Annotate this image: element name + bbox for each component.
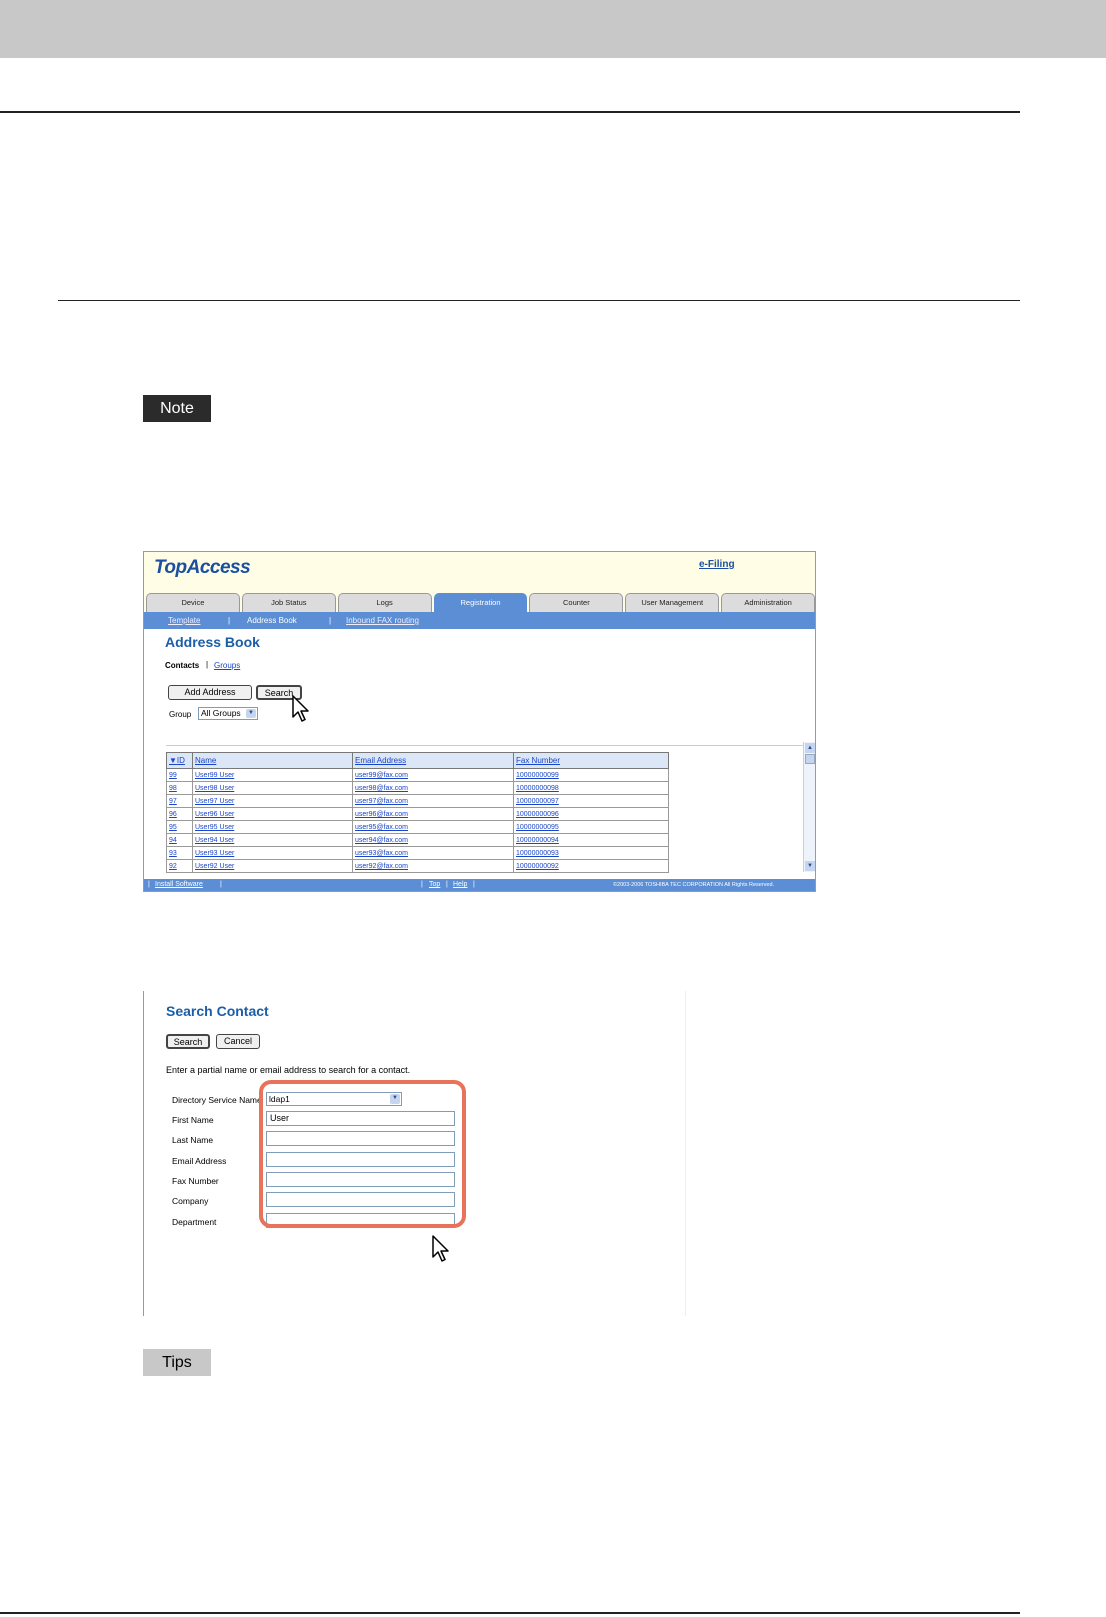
- efiling-link[interactable]: e-Filing: [699, 559, 735, 570]
- page-footer-rule: [0, 1612, 1020, 1614]
- table-row: 97 User97 User user97@fax.com 10000000097: [167, 795, 669, 808]
- email-address-label: Email Address: [172, 1156, 227, 1166]
- table-row: 93 User93 User user93@fax.com 10000000093: [167, 847, 669, 860]
- group-select[interactable]: [198, 707, 258, 720]
- input-fields-highlight: [259, 1080, 466, 1228]
- screenshot-edge: [685, 991, 686, 1316]
- column-header-name[interactable]: Name: [193, 753, 353, 769]
- table-row: 95 User95 User user95@fax.com 10000000095: [167, 821, 669, 834]
- divider: [166, 745, 814, 746]
- directory-service-label: Directory Service Name: [172, 1095, 262, 1105]
- help-link[interactable]: Help: [453, 881, 468, 888]
- topaccess-header: [144, 552, 815, 593]
- search-contact-screenshot: [143, 991, 688, 1316]
- chapter-header-band: [0, 0, 1106, 58]
- install-software-link[interactable]: Install Software: [155, 881, 203, 888]
- search-instruction: Enter a partial name or email address to search for a contact.: [166, 1065, 411, 1075]
- table-row: 94 User94 User user94@fax.com 10000000094: [167, 834, 669, 847]
- column-header-fax[interactable]: Fax Number: [514, 753, 669, 769]
- cancel-button[interactable]: Cancel: [216, 1034, 260, 1049]
- page-title: Address Book: [165, 634, 260, 650]
- company-label: Company: [172, 1196, 209, 1206]
- scroll-down-icon[interactable]: ▼: [805, 861, 815, 871]
- topaccess-address-book-screenshot: [143, 551, 816, 892]
- column-header-email[interactable]: Email Address: [353, 753, 514, 769]
- table-row: 98 User98 User user98@fax.com 10000000098: [167, 782, 669, 795]
- subnav-separator: |: [329, 616, 332, 625]
- topaccess-logo: TopAccess: [154, 557, 251, 578]
- sort-desc-icon: ▼: [169, 756, 177, 765]
- subnav-template-link[interactable]: Template: [168, 616, 201, 625]
- last-name-label: Last Name: [172, 1135, 214, 1145]
- group-label: Group: [169, 710, 192, 719]
- vertical-scrollbar[interactable]: [803, 742, 815, 872]
- subnav-inbound-fax-link[interactable]: Inbound FAX routing: [346, 616, 419, 625]
- contacts-groups-separator: |: [206, 660, 209, 669]
- table-row: 96 User96 User user96@fax.com 10000000096: [167, 808, 669, 821]
- mouse-pointer-icon: [292, 695, 312, 723]
- tab-counter[interactable]: Counter: [529, 593, 623, 612]
- groups-link[interactable]: Groups: [214, 661, 241, 670]
- chevron-down-icon: ▼: [246, 709, 256, 718]
- top-link[interactable]: Top: [429, 881, 441, 888]
- note-badge: Note: [143, 395, 211, 422]
- table-row: 99 User99 User user99@fax.com 10000000099: [167, 769, 669, 782]
- group-select-value: All Groups: [201, 708, 241, 718]
- subnav-address-book: Address Book: [247, 616, 297, 625]
- tab-device[interactable]: Device: [146, 593, 240, 612]
- scroll-thumb[interactable]: [805, 754, 815, 764]
- scroll-up-icon[interactable]: ▲: [805, 743, 815, 753]
- topaccess-footer: | Install Software | | Top | Help | ©2003-2006 TOSHIBA TEC CORPORATION All Rights Reserved.: [144, 879, 815, 891]
- search-contact-title: Search Contact: [166, 1003, 269, 1019]
- copyright-text: ©2003-2006 TOSHIBA TEC CORPORATION All Rights Reserved.: [613, 882, 775, 888]
- directory-service-value: ldap1: [269, 1094, 290, 1104]
- first-name-label: First Name: [172, 1115, 214, 1125]
- address-table: [166, 752, 669, 873]
- add-address-button[interactable]: Add Address: [168, 685, 252, 700]
- main-tabs: [144, 593, 815, 612]
- table-row: 92 User92 User user92@fax.com 10000000092: [167, 860, 669, 873]
- tab-logs[interactable]: Logs: [338, 593, 432, 612]
- tab-job-status[interactable]: Job Status: [242, 593, 336, 612]
- tips-badge: Tips: [143, 1349, 211, 1376]
- contacts-label: Contacts: [165, 661, 200, 670]
- search-button[interactable]: Search: [166, 1034, 210, 1049]
- subnav-separator: |: [228, 616, 231, 625]
- column-header-id[interactable]: ▼ID: [167, 753, 193, 769]
- tab-user-management[interactable]: User Management: [625, 593, 719, 612]
- fax-number-label: Fax Number: [172, 1176, 219, 1186]
- section-rule-top: [0, 111, 1020, 113]
- department-label: Department: [172, 1217, 217, 1227]
- search-button[interactable]: Search: [256, 685, 302, 700]
- sub-navigation: [144, 612, 815, 629]
- first-name-input[interactable]: User: [266, 1111, 455, 1126]
- mouse-pointer-icon: [432, 1235, 452, 1263]
- tab-registration[interactable]: Registration: [434, 593, 528, 612]
- chevron-down-icon: ▼: [390, 1094, 400, 1104]
- tab-administration[interactable]: Administration: [721, 593, 815, 612]
- section-rule: [58, 300, 1020, 301]
